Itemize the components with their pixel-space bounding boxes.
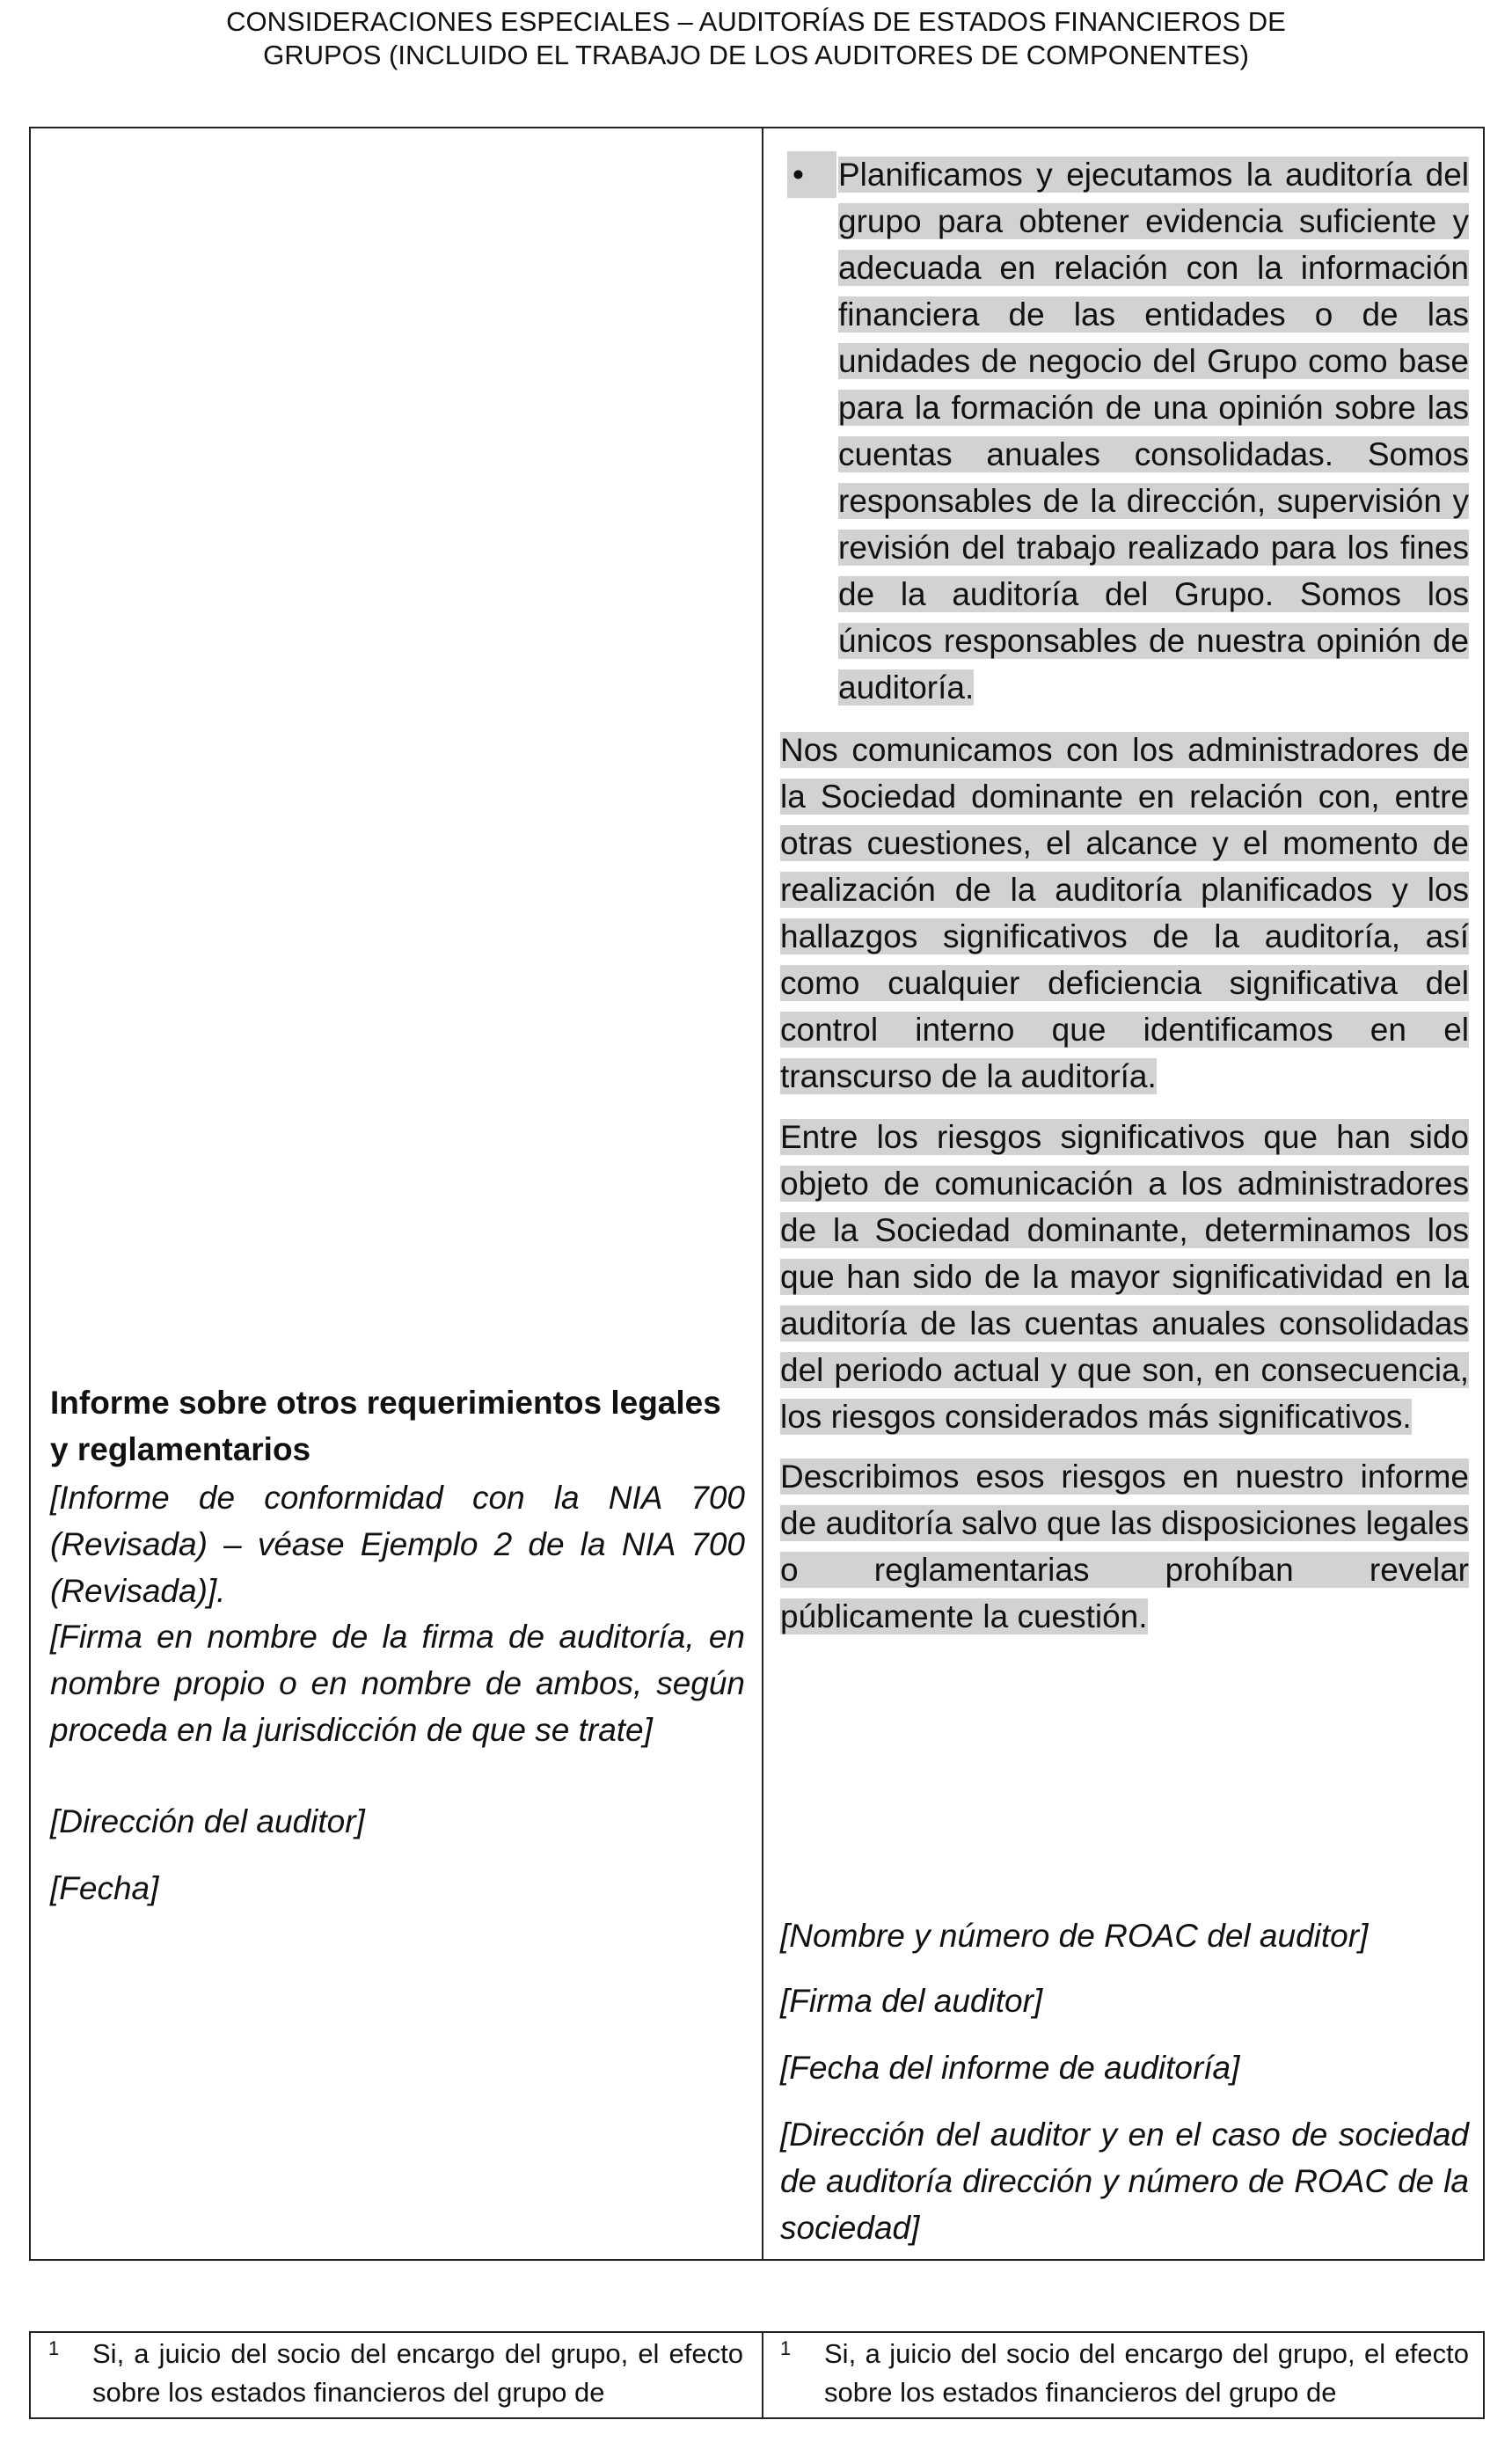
footnote-text: Si, a juicio del socio del encargo del grupo, el efecto sobre los estados financieros del grupo de — [92, 2338, 743, 2408]
left-paragraph-1: [Informe de conformidad con la NIA 700 (Revisada) – véase Ejemplo 2 de la NIA 700 (Revisada)]. — [50, 1480, 745, 1609]
footnote-text: Si, a juicio del socio del encargo del grupo, el efecto sobre los estados financieros del grupo de — [824, 2338, 1469, 2408]
right-column — [780, 128, 1469, 2259]
right-paragraph-7: [Dirección del auditor y en el caso de sociedad de auditoría dirección y número de ROAC de la sociedad] — [780, 2117, 1469, 2246]
left-column — [50, 128, 745, 2259]
right-paragraph-1: Nos comunicamos con los administradores de la Sociedad dominante en relación con, entre otras cuestiones, el alcance y el momento de realización de la auditoría planificados y los hallazgos significativos de la auditoría, así como cualquier deficiencia significativa del control interno que identificamos en el transcurso de la auditoría. — [780, 732, 1469, 1094]
bullet-item — [780, 151, 1469, 711]
bullet-marker: • — [787, 151, 836, 198]
footnote-right — [780, 2335, 1469, 2412]
left-paragraph-3: [Dirección del auditor] — [50, 1803, 365, 1839]
right-paragraph-2: Entre los riesgos significativos que han sido objeto de comunicación a los administradores de la Sociedad dominante, determinamos los que han sido de la mayor significatividad en la auditoría de las cuentas anuales consolidadas del periodo actual y que son, en consecuencia, los riesgos considerados más significativos. — [780, 1119, 1469, 1435]
header-line-2: GRUPOS (INCLUIDO EL TRABAJO DE LOS AUDITORES DE COMPONENTES) — [263, 40, 1249, 70]
footnote-table — [29, 2331, 1485, 2419]
column-divider — [762, 128, 763, 2259]
right-paragraph-6: [Fecha del informe de auditoría] — [780, 2050, 1240, 2086]
footnote-number: 1 — [780, 2337, 792, 2359]
page-header — [0, 5, 1512, 72]
right-paragraph-4: [Nombre y número de ROAC del auditor] — [780, 1918, 1369, 1954]
right-paragraph-5: [Firma del auditor] — [780, 1983, 1043, 2019]
footnote-divider — [762, 2333, 763, 2417]
footnote-left — [48, 2335, 743, 2412]
left-paragraph-4: [Fecha] — [50, 1870, 159, 1906]
left-paragraph-2: [Firma en nombre de la firma de auditoría, en nombre propio o en nombre de ambos, según proceda en la jurisdicción de que se trate] — [50, 1619, 745, 1748]
left-heading: Informe sobre otros requerimientos legales y reglamentarios — [50, 1385, 721, 1467]
header-line-1: CONSIDERACIONES ESPECIALES – AUDITORÍAS DE ESTADOS FINANCIEROS DE — [226, 6, 1286, 37]
comparison-table — [29, 127, 1485, 2261]
footnote-number: 1 — [48, 2337, 60, 2359]
right-paragraph-3: Describimos esos riesgos en nuestro informe de auditoría salvo que las disposiciones legales o reglamentarias prohíban revelar públicamente la cuestión. — [780, 1459, 1469, 1634]
bullet-text: Planificamos y ejecutamos la auditoría del grupo para obtener evidencia suficiente y adecuada en relación con la información financiera de las entidades o de las unidades de negocio del Grupo como base para la formación de una opinión sobre las cuentas anuales consolidadas. Somos responsables de la dirección, supervisión y revisión del trabajo realizado para los fines de la auditoría del Grupo. Somos los únicos responsables de nuestra opinión de auditoría. — [838, 157, 1469, 706]
